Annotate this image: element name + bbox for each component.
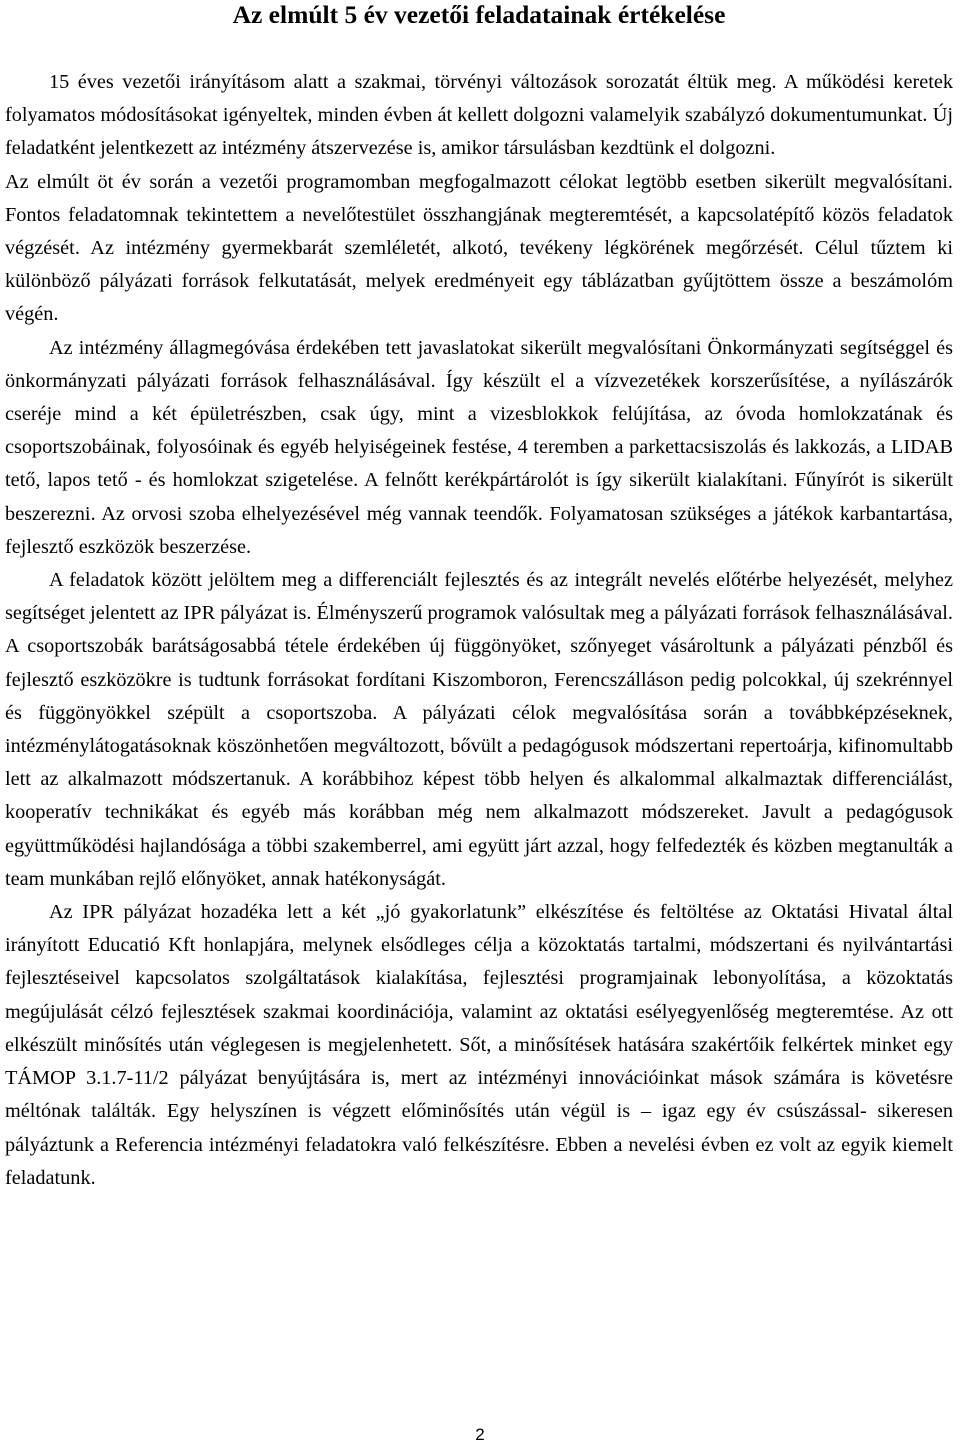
paragraph-3: Az intézmény állagmegóvása érdekében tett javaslatokat sikerült megvalósítani Önkormányzati segítséggel és önkormányzati pályázati források felhasználásával. Így készült el a vízvezetékek korszerűsítése, a nyílászárók cseréje mind a két épületrészben, csak úgy, mint a vizesblokkok felújítása, az óvoda homlokzatának és csoportszobáinak, folyosóinak és egyéb helyiségeinek festése, 4 teremben a parkettacsiszolás és lakkozás, a LIDAB tető, lapos tető - és homlokzat szigetelése. A felnőtt kerékpártárolót is így sikerült kialakítani. Fűnyírót is sikerült beszerezni. Az orvosi szoba elhelyezésével még vannak teendők. Folyamatosan szükséges a játékok karbantartása, fejlesztő eszközök beszerzése. [5,336,953,558]
paragraph-5: Az IPR pályázat hozadéka lett a két „jó gyakorlatunk” elkészítése és feltöltése az Oktatási Hivatal által irányított Educatió Kft honlapjára, melynek elsődleges célja a közoktatás tartalmi, módszertani és nyilvántartási fejlesztéseivel kapcsolatos szolgáltatások kialakítása, fejlesztési programjainak lebonyolítása, a közoktatás megújulását célzó fejlesztések szakmai koordinációja, valamint az oktatási esélyegyenlőség megteremtése. Az ott elkészült minősítés után véglegesen is megjelenhetett. Sőt, a minősítések hatására szakértőik felkértek minket egy TÁMOP 3.1.7-11/2 pályázat benyújtására is, mert az intézményi innovációinkat mások számára is követésre méltónak találták. Egy helyszínen is végzett előminősítés után végül is – igaz egy év csúszással- sikeresen pályáztunk a Referencia intézményi feladatokra való felkészítésre. Ebben a nevelési évben ez volt az egyik kiemelt feladatunk. [5,901,953,1189]
page-number: 2 [475,1425,485,1444]
document-body [5,40,953,1195]
paragraph-2: Az elmúlt öt év során a vezetői programomban megfogalmazott célokat legtöbb esetben sikerült megvalósítani. Fontos feladatomnak tekintettem a nevelőtestület összhangjának megteremtését, a kapcsolatépítő közös feladatok végzését. Az intézmény gyermekbarát szemléletét, alkotó, tevékeny légkörének megőrzését. Célul tűztem ki különböző pályázati források felkutatását, melyek eredményeit egy táblázatban gyűjtöttem össze a beszámolóm végén. [5,170,953,326]
paragraph-1: 15 éves vezetői irányításom alatt a szakmai, törvényi változások sorozatát éltük meg. A működési keretek folyamatos módosításokat igényeltek, minden évben át kellett dolgozni valamelyik szabályzó dokumentumunkat. Új feladatként jelentkezett az intézmény átszervezése is, amikor társulásban kezdtünk el dolgozni. [5,71,953,160]
paragraph-4: A feladatok között jelöltem meg a differenciált fejlesztés és az integrált nevelés előtérbe helyezését, melyhez segítséget jelentett az IPR pályázat is. Élményszerű programok valósultak meg a pályázati források felhasználásával. A csoportszobák barátságosabbá tétele érdekében új függönyöket, szőnyeget vásároltunk a pályázati pénzből és fejlesztő eszközökre is tudtunk forrásokat fordítani Kiszomboron, Ferencszálláson pedig polcokkal, új szekrénnyel és függönyökkel szépült a csoportszoba. A pályázati célok megvalósítása során a továbbképzéseknek, intézménylátogatásoknak köszönhetően megváltozott, bővült a pedagógusok módszertani repertoárja, kifinomultabb lett az alkalmazott módszertanuk. A korábbihoz képest több helyen és alkalommal alkalmaztak differenciálást, kooperatív technikákat és egyéb más korábban még nem alkalmazott módszereket. Javult a pedagógusok együttműködési hajlandósága a többi szakemberrel, ami együtt járt azzal, hogy felfedezték és közben megtanulták a team munkában rejlő előnyöket, annak hatékonyságát. [5,569,953,890]
document-title: Az elmúlt 5 év vezetői feladatainak értékelése [232,0,726,29]
